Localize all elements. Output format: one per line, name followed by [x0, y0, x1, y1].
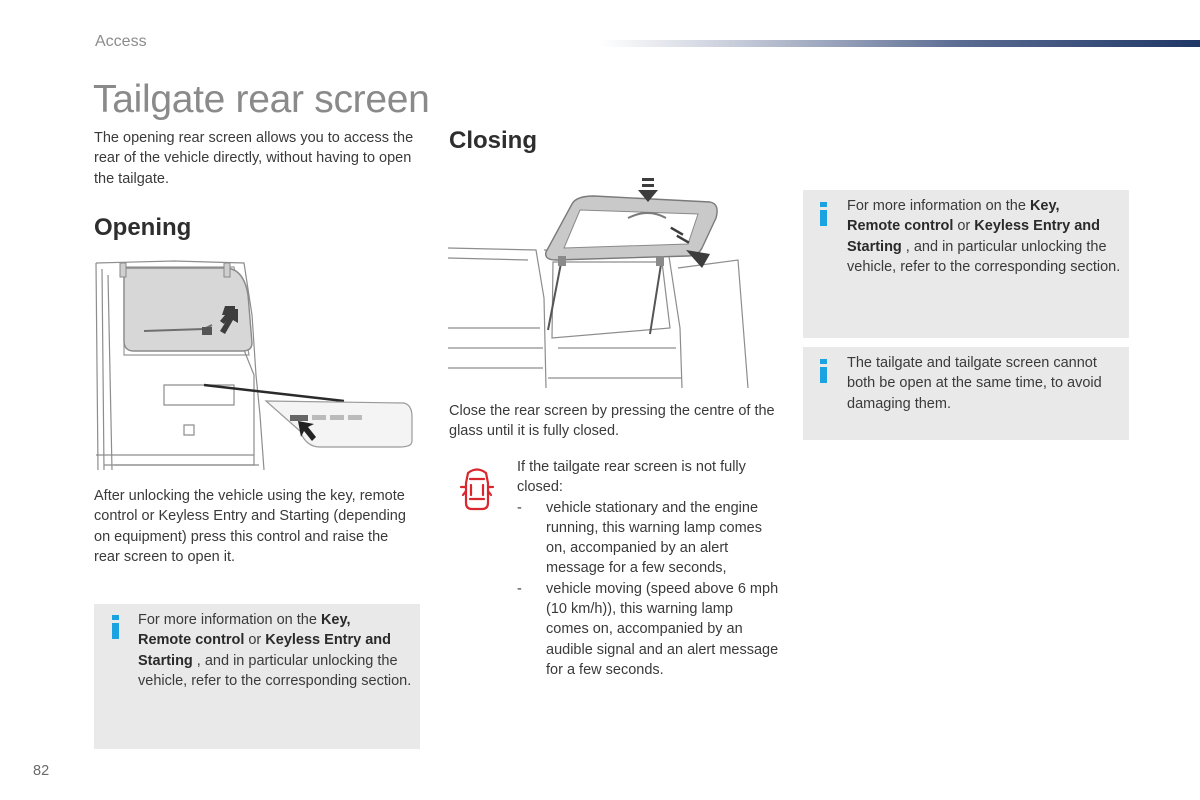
warning-text	[517, 457, 779, 680]
info-icon	[820, 202, 827, 226]
opening-illustration	[94, 255, 420, 475]
info-box-key-text: For more information on the Key, Remote control or Keyless Entry and Starting , and in particular unlocking the vehicle, refer to the corresponding section.	[138, 612, 412, 689]
section-label: Access	[95, 33, 147, 50]
closing-paragraph: Close the rear screen by pressing the centre of the glass until it is fully closed.	[449, 403, 775, 440]
intro-paragraph: The opening rear screen allows you to access the rear of the vehicle directly, without having to open the tailgate.	[94, 130, 414, 187]
info-box-caution-text: The tailgate and tailgate screen cannot both be open at the same time, to avoid damaging them.	[847, 355, 1102, 412]
info-box-key	[94, 604, 420, 749]
warning-intro: If the tailgate rear screen is not fully closed:	[517, 459, 746, 496]
closing-heading: Closing	[449, 127, 537, 154]
info-box-caution	[803, 347, 1129, 440]
open-tailgate-warning-icon	[458, 465, 496, 513]
header-accent-bar	[600, 40, 1200, 47]
opening-heading: Opening	[94, 214, 192, 241]
closing-illustration	[448, 178, 773, 390]
opening-paragraph: After unlocking the vehicle using the key, remote control or Keyless Entry and Starting (depending on equipment) press this control and raise the rear screen to open it.	[94, 488, 406, 565]
page-number: 82	[33, 763, 50, 779]
info-icon	[112, 615, 119, 639]
warning-list-item: - vehicle moving (speed above 6 mph (10 km/h)), this warning lamp comes on, accompanied by an audible signal and an alert message for a few seconds.	[517, 580, 779, 678]
warning-list-item: - vehicle stationary and the engine running, this warning lamp comes on, accompanied by an alert message for a few seconds,	[517, 499, 762, 577]
info-box-key-right	[803, 190, 1129, 338]
info-box-key-right-text: For more information on the Key, Remote control or Keyless Entry and Starting , and in particular unlocking the vehicle, refer to the corresponding section.	[847, 198, 1121, 275]
page-title: Tailgate rear screen	[93, 78, 430, 121]
info-icon	[820, 359, 827, 383]
